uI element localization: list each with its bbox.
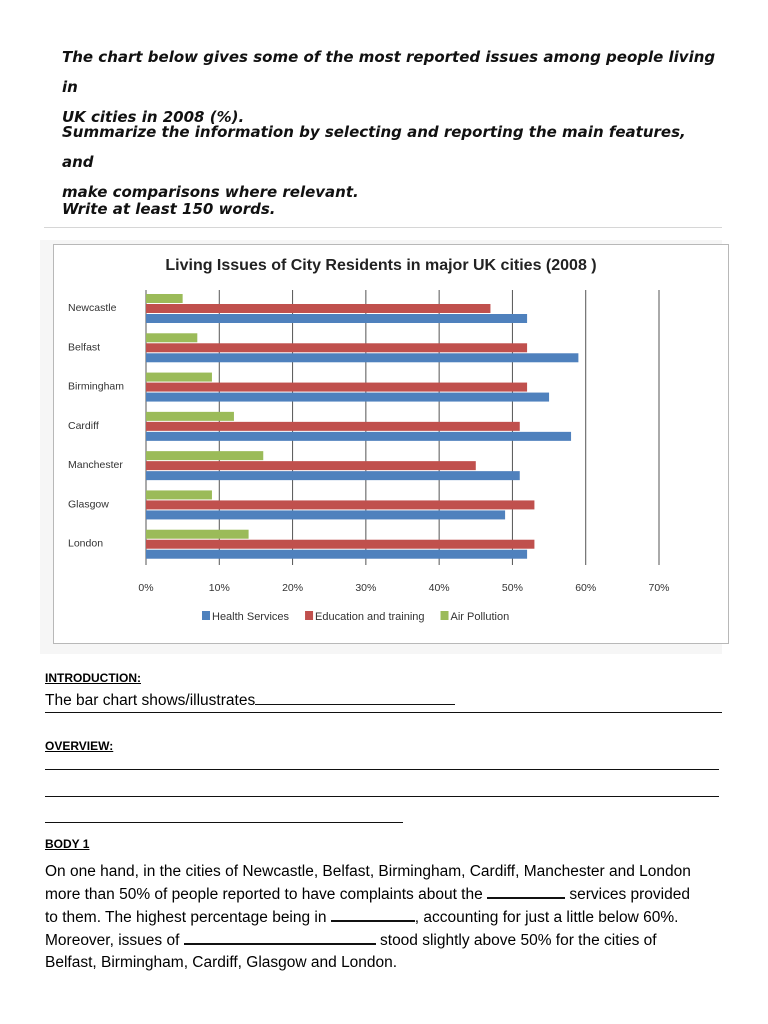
category-label: Glasgow <box>68 498 109 511</box>
bar-education-and-training <box>146 343 527 352</box>
overview-answer-line <box>45 769 719 770</box>
body1-text: , accounting for just a little below 60%. <box>414 909 679 926</box>
separator <box>44 227 722 228</box>
x-tick-label: 0% <box>138 582 154 594</box>
body1-text: Moreover, issues of <box>45 932 184 949</box>
intro-blank <box>255 690 455 705</box>
bar-air-pollution <box>146 451 263 460</box>
category-label: Newcastle <box>68 302 117 314</box>
bar-air-pollution <box>146 490 212 499</box>
bar-education-and-training <box>146 383 527 392</box>
body1-text: more than 50% of people reported to have complaints about the <box>45 886 488 903</box>
x-tick-label: 10% <box>208 582 230 594</box>
body1-paragraph <box>45 861 735 974</box>
legend-swatch <box>441 611 449 620</box>
task-line: Summarize the information by selecting and reporting the main features, and <box>62 123 686 171</box>
body1-line <box>45 906 735 929</box>
task-line: The chart below gives some of the most reported issues among people living in <box>62 48 716 96</box>
task-line: UK cities in 2008 (%). <box>62 108 245 126</box>
body1-text: stood slightly above 50% for the cities of <box>375 932 657 949</box>
overview-heading: OVERVIEW: <box>45 739 114 753</box>
intro-sentence <box>45 690 455 712</box>
overview-answer-line <box>45 822 403 823</box>
body1-text: services provided <box>565 886 690 903</box>
answer-blank <box>184 929 376 945</box>
bar-education-and-training <box>146 304 490 313</box>
bar-health-services <box>146 510 505 519</box>
legend-label: Education and training <box>315 611 425 623</box>
bar-air-pollution <box>146 373 212 382</box>
bar-health-services <box>146 432 571 441</box>
legend-swatch <box>305 611 313 620</box>
bar-education-and-training <box>146 540 534 549</box>
bar-education-and-training <box>146 461 476 470</box>
bar-health-services <box>146 550 527 559</box>
x-tick-label: 30% <box>355 582 377 594</box>
bar-chart <box>40 240 722 654</box>
chart-image <box>40 240 722 654</box>
answer-blank <box>331 906 415 922</box>
answer-blank <box>487 883 565 899</box>
word-count-instruction: Write at least 150 words. <box>62 200 276 218</box>
intro-answer-line <box>45 712 722 713</box>
body1-line <box>45 929 735 952</box>
x-tick-label: 40% <box>428 582 450 594</box>
x-tick-label: 70% <box>648 582 670 594</box>
x-tick-label: 60% <box>575 582 597 594</box>
category-label: Manchester <box>68 459 123 472</box>
bar-air-pollution <box>146 333 197 342</box>
bar-education-and-training <box>146 422 520 431</box>
legend-label: Health Services <box>212 611 290 623</box>
x-tick-label: 50% <box>501 582 523 594</box>
chart-title: Living Issues of City Residents in major UK cities (2008 ) <box>165 257 597 274</box>
intro-heading: INTRODUCTION: <box>45 671 141 685</box>
legend-swatch <box>202 611 210 620</box>
bar-air-pollution <box>146 412 234 421</box>
overview-answer-line <box>45 796 719 797</box>
bar-air-pollution <box>146 294 183 303</box>
category-label: Cardiff <box>68 419 99 432</box>
x-tick-label: 20% <box>282 582 304 594</box>
category-label: Belfast <box>68 341 101 354</box>
legend-label: Air Pollution <box>450 611 510 623</box>
bar-health-services <box>146 353 578 362</box>
task-line: make comparisons where relevant. <box>62 183 359 201</box>
body1-line: On one hand, in the cities of Newcastle, Belfast, Birmingham, Cardiff, Manchester and London <box>45 863 691 880</box>
bar-air-pollution <box>146 530 249 539</box>
body1-text: to them. The highest percentage being in <box>45 909 331 926</box>
body1-line <box>45 883 735 906</box>
bar-health-services <box>146 471 520 480</box>
body1-heading: BODY 1 <box>45 837 90 851</box>
bar-health-services <box>146 314 527 323</box>
category-label: Birmingham <box>68 380 125 393</box>
bar-education-and-training <box>146 500 534 509</box>
bar-health-services <box>146 393 549 402</box>
category-label: London <box>68 537 104 550</box>
body1-line: Belfast, Birmingham, Cardiff, Glasgow and London. <box>45 954 398 971</box>
intro-text: The bar chart shows/illustrates <box>45 692 256 709</box>
